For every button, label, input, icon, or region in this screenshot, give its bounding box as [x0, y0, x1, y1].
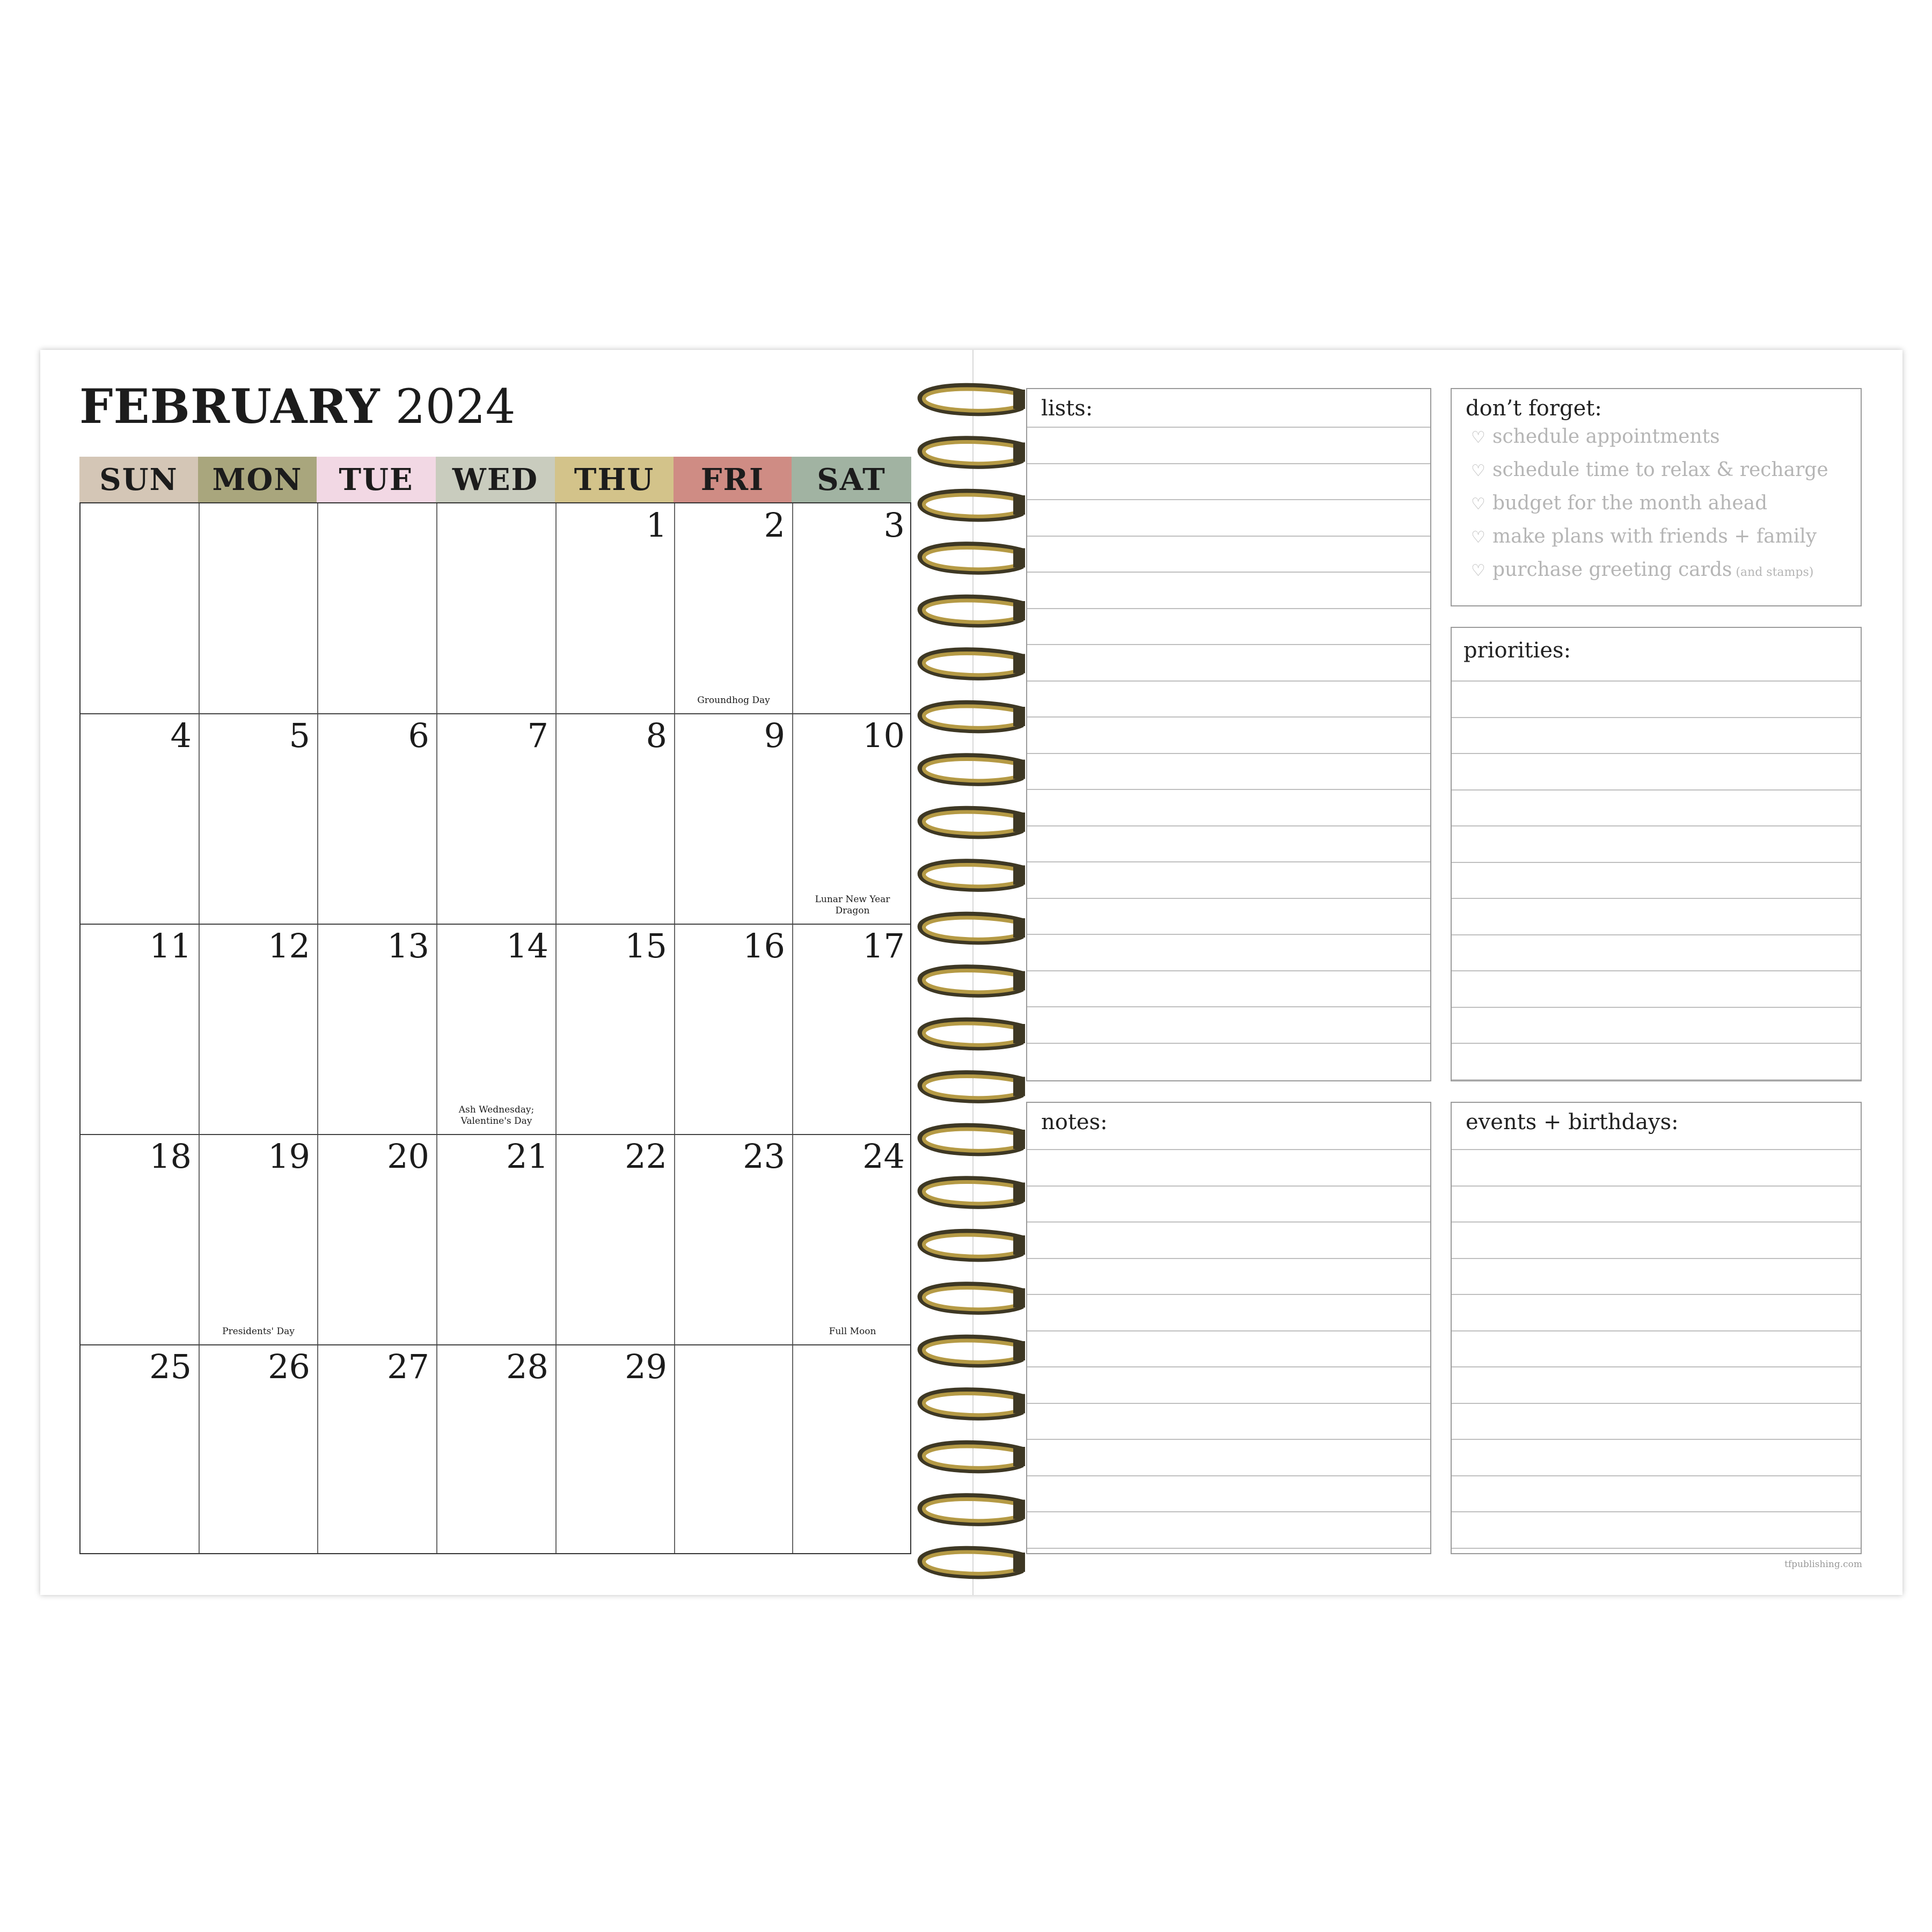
day-number: 2	[764, 506, 785, 545]
heart-outline-icon: ♡	[1471, 528, 1485, 547]
day-number: 4	[170, 716, 192, 755]
spiral-binding	[912, 349, 1030, 1589]
day-cell[interactable]	[80, 1135, 199, 1345]
writing-line[interactable]	[1027, 644, 1430, 645]
day-cell[interactable]	[556, 714, 675, 924]
writing-line[interactable]	[1452, 1403, 1861, 1404]
day-number: 28	[506, 1347, 548, 1386]
writing-line[interactable]	[1452, 680, 1861, 682]
writing-line[interactable]	[1027, 716, 1430, 718]
writing-line[interactable]	[1452, 1475, 1861, 1476]
day-cell[interactable]	[199, 714, 318, 924]
day-number: 5	[289, 716, 310, 755]
writing-line[interactable]	[1027, 1043, 1430, 1044]
spiral-ring	[921, 1496, 1025, 1523]
day-cell[interactable]	[556, 503, 675, 714]
day-cell[interactable]	[80, 714, 199, 924]
dont-forget-note: (and stamps)	[1732, 566, 1814, 579]
weekday-tue: TUE	[317, 457, 436, 502]
spiral-ring	[921, 1126, 1025, 1153]
writing-line[interactable]	[1452, 1548, 1861, 1549]
writing-line[interactable]	[1452, 1007, 1861, 1008]
writing-line[interactable]	[1027, 1258, 1430, 1259]
day-number: 20	[387, 1137, 429, 1176]
dont-forget-item	[1471, 558, 1813, 585]
writing-line[interactable]	[1452, 789, 1861, 791]
dont-forget-item	[1471, 524, 1817, 550]
writing-line[interactable]	[1452, 753, 1861, 754]
writing-line[interactable]	[1452, 1221, 1861, 1223]
day-cell[interactable]	[199, 1135, 318, 1345]
day-cell[interactable]	[318, 714, 437, 924]
spiral-ring	[921, 650, 1025, 677]
day-number: 3	[883, 506, 905, 545]
writing-line[interactable]	[1027, 1185, 1430, 1187]
day-cell[interactable]	[437, 714, 556, 924]
day-cell[interactable]	[80, 1345, 199, 1555]
day-number: 22	[625, 1137, 667, 1176]
spiral-ring	[921, 386, 1025, 413]
day-cell[interactable]	[199, 1345, 318, 1555]
writing-line[interactable]	[1027, 970, 1430, 971]
spiral-ring	[921, 756, 1025, 783]
spiral-ring	[921, 1338, 1025, 1365]
day-number: 17	[862, 926, 905, 965]
writing-line[interactable]	[1027, 861, 1430, 862]
spiral-ring	[921, 915, 1025, 942]
spiral-ring	[921, 492, 1025, 519]
day-cell[interactable]	[199, 503, 318, 714]
holiday-line: Valentine's Day	[460, 1116, 532, 1126]
writing-line[interactable]	[1027, 1475, 1430, 1476]
writing-line[interactable]	[1027, 1294, 1430, 1295]
heart-outline-icon: ♡	[1471, 495, 1485, 514]
spiral-ring	[921, 704, 1025, 730]
day-cell[interactable]	[437, 1345, 556, 1555]
writing-line[interactable]	[1027, 753, 1430, 754]
spiral-ring	[921, 1444, 1025, 1470]
day-number: 15	[625, 926, 667, 965]
calendar-grid	[79, 502, 911, 1554]
dont-forget-text: make plans with friends + family	[1492, 525, 1817, 547]
day-cell[interactable]	[675, 503, 793, 714]
day-number: 19	[268, 1137, 310, 1176]
day-number: 13	[387, 926, 429, 965]
writing-line[interactable]	[1452, 717, 1861, 718]
writing-line[interactable]	[1452, 862, 1861, 863]
writing-line[interactable]	[1027, 499, 1430, 500]
spiral-ring	[921, 545, 1025, 572]
writing-line[interactable]	[1027, 1006, 1430, 1007]
writing-line[interactable]	[1027, 1511, 1430, 1512]
writing-line[interactable]	[1452, 1439, 1861, 1440]
dont-forget-text: schedule appointments	[1492, 426, 1720, 448]
writing-line[interactable]	[1452, 1258, 1861, 1259]
holiday-label	[440, 1104, 553, 1127]
writing-line[interactable]	[1027, 608, 1430, 609]
dont-forget-item	[1471, 425, 1720, 450]
day-cell[interactable]	[318, 924, 437, 1135]
year: 2024	[395, 379, 516, 434]
day-number: 21	[506, 1137, 548, 1176]
day-cell[interactable]	[556, 924, 675, 1135]
writing-line[interactable]	[1027, 1548, 1430, 1549]
calendar-title	[79, 377, 516, 436]
spiral-ring	[921, 862, 1025, 889]
day-number: 11	[149, 926, 192, 965]
writing-line[interactable]	[1027, 1366, 1430, 1367]
holiday-line: Dragon	[835, 905, 870, 916]
weekday-thu: THU	[555, 457, 674, 502]
notes-box	[1026, 1102, 1431, 1554]
writing-line[interactable]	[1027, 934, 1430, 935]
day-cell[interactable]	[437, 503, 556, 714]
writing-line[interactable]	[1452, 1330, 1861, 1331]
events-birthdays-label: events + birthdays:	[1466, 1110, 1679, 1135]
holiday-line: Lunar New Year	[815, 894, 890, 905]
writing-line[interactable]	[1027, 1330, 1430, 1331]
holiday-label	[677, 695, 790, 706]
holiday-line: Presidents' Day	[222, 1326, 295, 1337]
writing-line[interactable]	[1027, 789, 1430, 790]
day-cell[interactable]	[556, 1135, 675, 1345]
day-number: 7	[527, 716, 548, 755]
heart-outline-icon: ♡	[1471, 561, 1485, 580]
day-cell[interactable]	[793, 924, 912, 1135]
weekday-fri: FRI	[674, 457, 792, 502]
writing-line[interactable]	[1452, 970, 1861, 971]
day-number: 6	[408, 716, 429, 755]
writing-line[interactable]	[1027, 536, 1430, 537]
day-number: 23	[743, 1137, 785, 1176]
spiral-ring	[921, 1232, 1025, 1259]
writing-line[interactable]	[1452, 825, 1861, 826]
writing-line[interactable]	[1027, 1403, 1430, 1404]
day-cell[interactable]	[675, 714, 793, 924]
day-cell[interactable]	[437, 1135, 556, 1345]
day-number: 25	[149, 1347, 192, 1386]
spiral-ring	[921, 1073, 1025, 1100]
writing-line[interactable]	[1027, 1149, 1430, 1150]
dont-forget-text: budget for the month ahead	[1492, 492, 1768, 514]
holiday-label	[796, 894, 909, 917]
day-cell[interactable]	[437, 924, 556, 1135]
day-cell[interactable]	[675, 1345, 793, 1555]
day-number: 10	[862, 716, 905, 755]
writing-line[interactable]	[1452, 1149, 1861, 1150]
writing-line[interactable]	[1027, 463, 1430, 464]
writing-line[interactable]	[1027, 427, 1430, 428]
weekday-sat: SAT	[792, 457, 911, 502]
writing-line[interactable]	[1452, 1043, 1861, 1044]
day-number: 29	[625, 1347, 667, 1386]
heart-outline-icon: ♡	[1471, 428, 1485, 447]
weekday-mon: MON	[198, 457, 317, 502]
holiday-label	[202, 1326, 315, 1337]
day-cell[interactable]	[675, 1135, 793, 1345]
writing-line[interactable]	[1027, 898, 1430, 899]
weekday-wed: WED	[436, 457, 555, 502]
writing-line[interactable]	[1027, 572, 1430, 573]
day-cell[interactable]	[318, 503, 437, 714]
day-cell[interactable]	[793, 1345, 912, 1555]
lists-label: lists:	[1041, 396, 1093, 421]
day-number: 14	[506, 926, 548, 965]
writing-line[interactable]	[1027, 825, 1430, 826]
writing-line[interactable]	[1452, 1185, 1861, 1187]
day-cell[interactable]	[793, 714, 912, 924]
day-cell[interactable]	[80, 924, 199, 1135]
day-number: 12	[268, 926, 310, 965]
writing-line[interactable]	[1452, 1294, 1861, 1295]
spiral-ring	[921, 439, 1025, 466]
day-cell[interactable]	[793, 1135, 912, 1345]
writing-line[interactable]	[1452, 1079, 1861, 1080]
dont-forget-text: schedule time to relax & recharge	[1492, 459, 1828, 481]
day-number: 8	[646, 716, 667, 755]
spiral-ring	[921, 1391, 1025, 1417]
holiday-label	[796, 1326, 909, 1337]
day-number: 27	[387, 1347, 429, 1386]
holiday-line: Ash Wednesday;	[458, 1104, 535, 1115]
events-birthdays-box	[1451, 1102, 1862, 1554]
spiral-ring	[921, 1179, 1025, 1206]
writing-line[interactable]	[1452, 898, 1861, 899]
spiral-ring	[921, 1021, 1025, 1048]
spiral-ring	[921, 968, 1025, 994]
dont-forget-box	[1451, 388, 1862, 606]
notes-label: notes:	[1041, 1110, 1108, 1135]
holiday-line: Full Moon	[829, 1326, 876, 1337]
day-cell[interactable]	[80, 503, 199, 714]
day-cell[interactable]	[199, 924, 318, 1135]
day-cell[interactable]	[793, 503, 912, 714]
spiral-ring	[921, 1285, 1025, 1312]
dont-forget-label: don’t forget:	[1466, 396, 1602, 421]
weekday-sun: SUN	[79, 457, 198, 502]
writing-line[interactable]	[1027, 1221, 1430, 1223]
spiral-ring	[921, 809, 1025, 836]
writing-line[interactable]	[1027, 1439, 1430, 1440]
day-number: 9	[764, 716, 785, 755]
publisher-credit: tfpublishing.com	[1784, 1559, 1862, 1570]
lists-box	[1026, 388, 1431, 1081]
writing-line[interactable]	[1452, 934, 1861, 935]
writing-line[interactable]	[1452, 1511, 1861, 1512]
spiral-ring	[921, 598, 1025, 625]
writing-line[interactable]	[1452, 1366, 1861, 1367]
day-cell[interactable]	[318, 1345, 437, 1555]
day-number: 1	[646, 506, 667, 545]
spiral-ring	[921, 1549, 1025, 1576]
priorities-label: priorities:	[1463, 638, 1571, 663]
day-number: 24	[862, 1137, 905, 1176]
day-number: 26	[268, 1347, 310, 1386]
day-cell[interactable]	[675, 924, 793, 1135]
day-number: 18	[149, 1137, 192, 1176]
dont-forget-text: purchase greeting cards	[1492, 559, 1732, 581]
day-number: 16	[743, 926, 785, 965]
priorities-box	[1451, 627, 1862, 1081]
day-cell[interactable]	[318, 1135, 437, 1345]
month-name: FEBRUARY	[79, 378, 380, 434]
heart-outline-icon: ♡	[1471, 462, 1485, 480]
holiday-line: Groundhog Day	[697, 695, 770, 706]
dont-forget-item	[1471, 491, 1767, 517]
day-cell[interactable]	[556, 1345, 675, 1555]
dont-forget-item	[1471, 458, 1828, 484]
writing-line[interactable]	[1027, 680, 1430, 682]
